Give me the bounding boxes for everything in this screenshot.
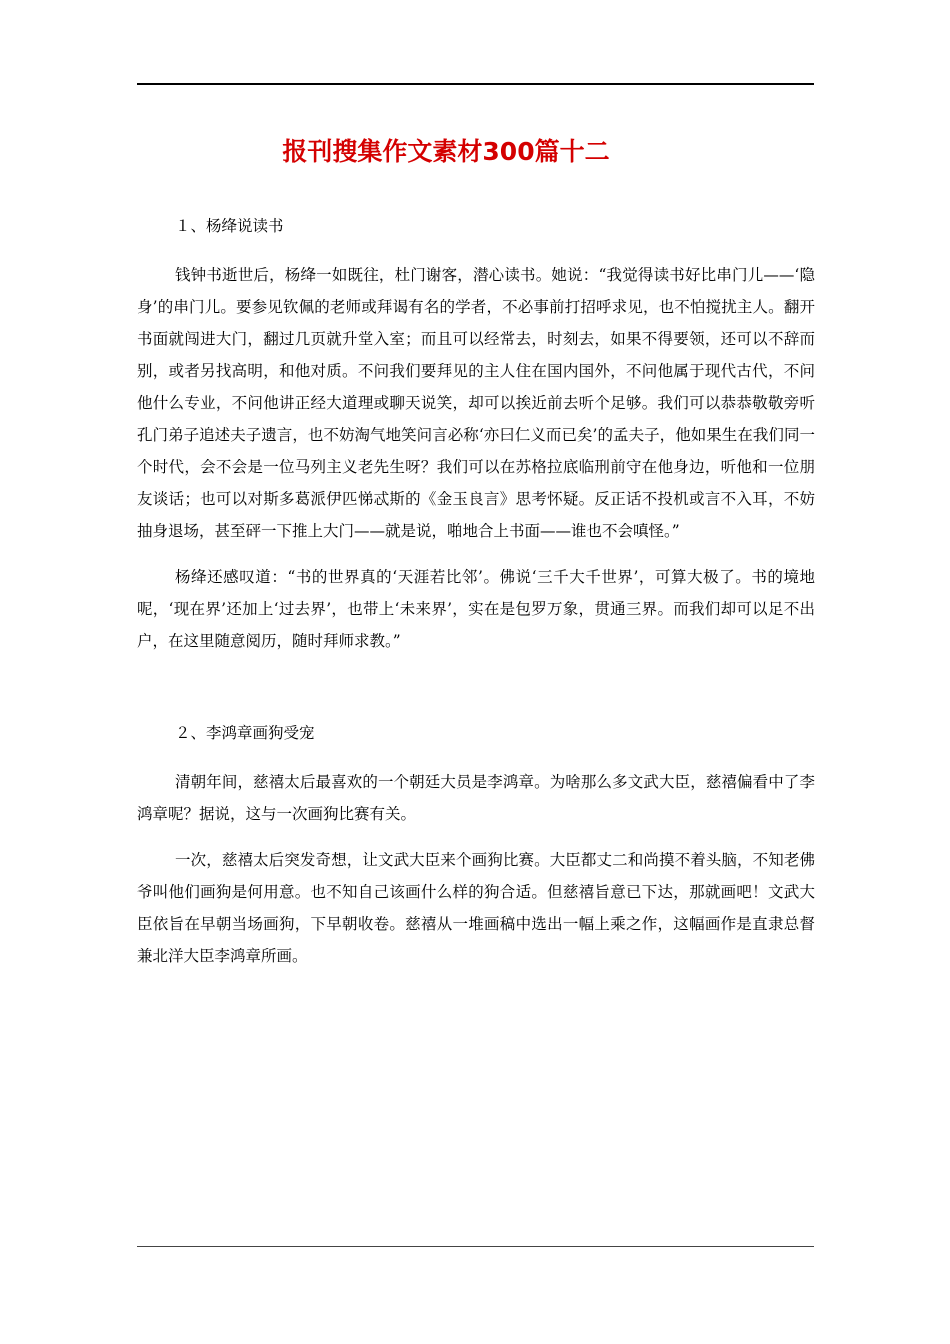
paragraph: 清朝年间，慈禧太后最喜欢的一个朝廷大员是李鸿章。为啥那么多文武大臣，慈禧偏看中了李鸿章呢？据说，这与一次画狗比赛有关。 [137, 773, 815, 823]
paragraph: 杨绛还感叹道：“书的世界真的‘天涯若比邻’。佛说‘三千大千世界’，可算大极了。书的境地呢，‘现在界’还加上‘过去界’，也带上‘未来界’，实在是包罗万象，贯通三界。而我们却可以足不出户，在这里随意阅历，随时拜师求教。” [137, 568, 815, 650]
paragraph: 一次，慈禧太后突发奇想，让文武大臣来个画狗比赛。大臣都丈二和尚摸不着头脑，不知老佛爷叫他们画狗是何用意。也不知自己该画什么样的狗合适。但慈禧旨意已下达，那就画吧！文武大臣依旨在早朝当场画狗，下早朝收卷。慈禧从一堆画稿中选出一幅上乘之作，这幅画作是直隶总督兼北洋大臣李鸿章所画。 [137, 851, 815, 965]
section-heading: ２、李鸿章画狗受宠 [175, 724, 315, 742]
paragraph: 钱钟书逝世后，杨绛一如既往，杜门谢客，潜心读书。她说：“我觉得读书好比串门儿——‘隐身’的串门儿。要参见钦佩的老师或拜谒有名的学者，不必事前打招呼求见，也不怕搅扰主人。翻开书面就闯进大门，翻过几页就升堂入室；而且可以经常去，时刻去，如果不得要领，还可以不辞而别，或者另找高明，和他对质。不问我们要拜见的主人住在国内国外，不问他属于现代古代，不问他什么专业，不问他讲正经大道理或聊天说笑，却可以挨近前去听个足够。我们可以恭恭敬敬旁听孔门弟子追述夫子遗言，也不妨淘气地笑问言必称‘亦曰仁义而已矣’的孟夫子，他如果生在我们同一个时代，会不会是一位马列主义老先生呀？我们可以在苏格拉底临刑前守在他身边，听他和一位朋友谈话；也可以对斯多葛派伊匹悌忒斯的《金玉良言》思考怀疑。反正话不投机或言不入耳，不妨抽身退场，甚至砰一下推上大门——就是说，啪地合上书面——谁也不会嗔怪。” [137, 266, 815, 540]
section-spacer [137, 671, 815, 717]
document-body [137, 210, 815, 986]
document-title: 报刊搜集作文素材300篇十二 [282, 137, 610, 166]
section-heading: １、杨绛说读书 [175, 217, 284, 235]
footer-rule [137, 1246, 814, 1247]
header-rule [137, 83, 814, 85]
